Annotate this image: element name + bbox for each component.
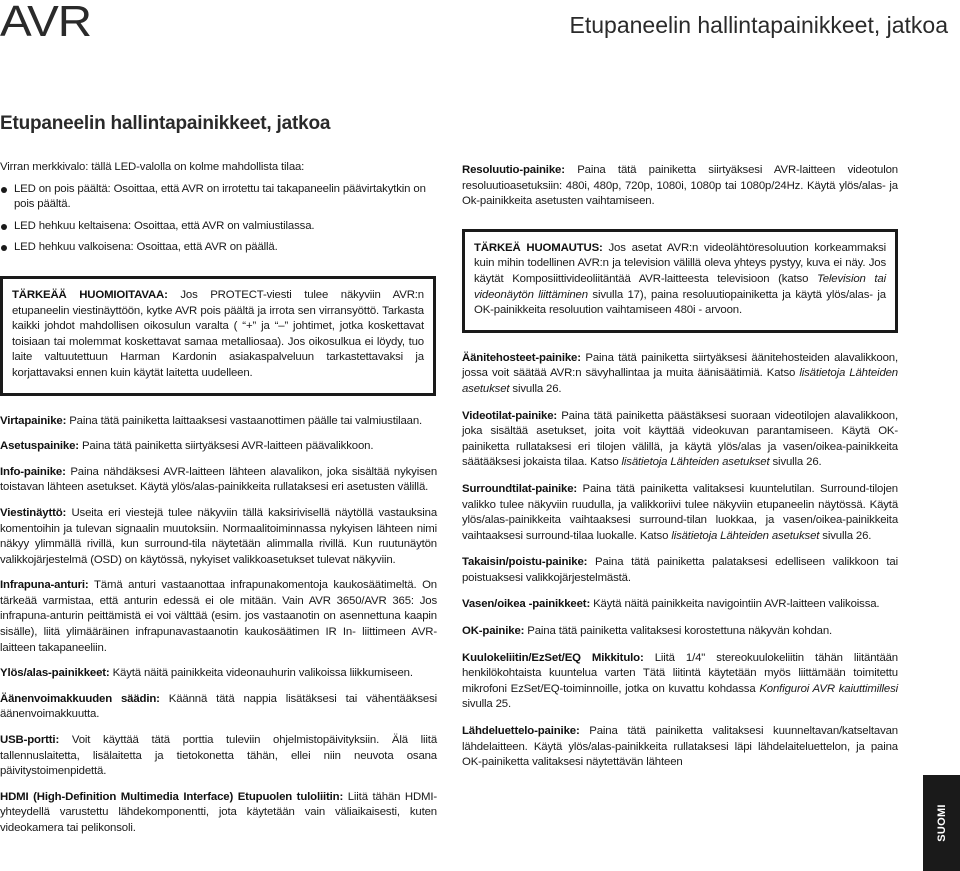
- warning-text: Jos PROTECT-viesti tulee näkyviin AVR:n etupaneelin viestinäyttöön, kytke AVR pois päältä ja irrota sen virransyöttö. Tarkasta kaikki johdot mahdollisen oikosulun varalta ( “+” ja “–” johtimet, jotka koskettavat toisiaan tai molemmat koskettavat samaa metalliosaa). Jos oikosulkua ei löydy, tuo laite valtuutettuun Harman Kardonin asiakaspalveluun tarkastettavaksi ja korjattavaksi ennen kuin käytät laitetta uudelleen.: [12, 288, 424, 379]
- item-text: Useita eri viestejä tulee näkyviin tällä kaksirivisellä näytöllä vastauksina komentoihin ja tulevan signaalin muutoksiin. Normaalitoiminnassa nykyisen lähteen nimi näkyy ylimmällä rivillä, kun surround-tila näytetään alimmalla rivillä. Kun ruutunäytön valikkojärjestelmä (OSD) on käytössä, nykyiset valikkoasetukset tulevat näkyviin.: [0, 506, 437, 566]
- hdmi-input-description: [0, 790, 437, 837]
- item-label: OK-painike:: [462, 625, 525, 638]
- language-tab-label: SUOMI: [935, 804, 948, 842]
- item-label: Infrapuna-anturi:: [0, 579, 89, 592]
- notice-text: sivulla 17), paina resoluutiopainiketta ja käytä ylös/alas- ja OK-painikkeita resoluution vaihtamiseen 480i - arvoon.: [474, 288, 886, 317]
- item-text: Paina tätä painiketta valitaksesi kuuntelutilan. Surround-tilojen valikko tulee näkyviin ruudulla, ja valikkoriivi tulee näkyviin etupaneelin näytössä. Käytä ylös/alas-painikkeita vaihtaaksesi surround-tilan luokkaa, ja vasen/oikea-painikkeita vaihtaaksesi surround-tilaa luokalle. Katso: [462, 482, 898, 542]
- item-text: Käytä näitä painikkeita navigointiin AVR-laitteen valikoissa.: [593, 598, 880, 611]
- power-led-intro: Virran merkkivalo: tällä LED-valolla on kolme mahdollista tilaa:: [0, 161, 305, 173]
- ir-sensor-description: [0, 578, 437, 656]
- notice-reference: Television tai videonäytön liittäminen: [474, 272, 886, 301]
- item-text: sivulla 25.: [462, 698, 512, 711]
- item-reference: lisätietoja Lähteiden asetukset: [621, 456, 770, 469]
- ok-button-description: [462, 624, 898, 640]
- item-text: Paina nähdäksesi AVR-laitteen lähteen alavalikon, joka sisältää nykyisen toistavan lähteen asetukset. Käytä ylös/alas-painikkeita rullataksesi eri asetusten välillä.: [0, 465, 437, 494]
- item-text: Paina tätä painiketta palataksesi edelliseen valikkoon tai poistuaksesi valikkojärjestelmästä.: [462, 556, 898, 584]
- sound-effects-button-description: [462, 351, 898, 398]
- settings-button-description: [0, 439, 437, 455]
- item-text: Käytä näitä painikkeita videonauhurin valikoissa liikkumiseen.: [112, 667, 413, 680]
- important-warning-box: [0, 276, 436, 396]
- left-column: [0, 160, 437, 837]
- warning-label: TÄRKEÄÄ HUOMIOITAVAA:: [12, 288, 168, 301]
- right-column: [462, 163, 898, 771]
- item-text: Liitä tähän HDMI-yhteydellä varustettu lähdekomponentti, jota käytetään vain väliaikaisesti, kuten videokamera tai pelikonsoli.: [0, 790, 438, 834]
- message-display-description: [0, 506, 437, 568]
- notice-text: Jos asetat AVR:n videolähtöresoluution korkeammaksi kuin mihin todellinen AVR:n ja television välillä oleva yhteys pystyy, kuva ei näy. Jos käytät Komposiittivideoliitäntää AVR-laitteesta televisioon (katso: [474, 241, 886, 285]
- list-item: LED hehkuu keltaisena: Osoittaa, että AVR on valmiustilassa.: [0, 219, 437, 235]
- item-text: Paina tätä painiketta valitaksesi korostettuna näkyvän kohdan.: [527, 625, 833, 638]
- led-state-list: [0, 182, 437, 256]
- item-reference: lisätietoja Lähteiden asetukset: [462, 367, 898, 395]
- item-reference: lisätietoja Lähteiden asetukset: [671, 529, 820, 542]
- item-label: Lähdeluettelo-painike:: [462, 725, 580, 738]
- item-text: sivulla 26.: [512, 382, 562, 395]
- source-list-button-description: [462, 724, 898, 771]
- item-label: Kuulokeliitin/EzSet/EQ Mikkitulo:: [462, 651, 644, 664]
- headphone-jack-description: [462, 651, 898, 713]
- list-item: LED on pois päältä: Osoittaa, että AVR on irrotettu tai takapaneelin päävirtakytkin on pois päältä.: [0, 182, 437, 213]
- item-text: Käännä tätä nappia lisätäksesi tai vähentääksesi äänenvoimakkuutta.: [0, 692, 437, 721]
- item-text: sivulla 26.: [822, 529, 872, 542]
- item-text: Paina tätä painiketta päästäksesi suoraan videotilojen alavalikkoon, joka sisältää asetukset, joita voit käyttää videokuvan parantamiseen. Käytä OK-painiketta rullataksesi eri tilojen välillä, ja käytä ylös/alas ja vasen/oikea-painikkeita säätääksesi jokaista tilaa. Katso: [462, 409, 898, 469]
- left-right-buttons-description: [462, 597, 898, 613]
- language-tab: [923, 775, 960, 871]
- item-text: sivulla 26.: [772, 456, 822, 469]
- item-text: Voit käyttää tätä porttia tuleviin ohjelmistopäivityksiin. Älä liitä tallennuslaitetta, lisälaitetta ja tietokonetta tähän, ellei niin neuvota osana päivitystoimenpidettä.: [0, 734, 438, 778]
- item-label: Resoluutio-painike:: [462, 164, 565, 176]
- info-button-description: [0, 465, 437, 496]
- back-exit-button-description: [462, 555, 898, 586]
- notice-label: TÄRKEÄ HUOMAUTUS:: [474, 241, 603, 254]
- item-text: Paina tätä painiketta siirtyäksesi AVR-laitteen päävalikkoon.: [81, 440, 374, 453]
- resolution-button-description: [462, 163, 898, 210]
- item-label: Videotilat-painike:: [462, 409, 558, 422]
- item-text: Tämä anturi vastaanottaa infrapunakomentoja kaukosäätimeltä. On tärkeää varmistaa, että anturin edessä ei ole mitään. Vain AVR 3650/AVR 365: Jos infrapuna-anturin peittämistä ei voi välttää (esim. jos vastaanotin on asennettuna kaapin sisälle), liitä ylimääräinen infrapunavastaanotin kaukosäätimen IR In- liittimeen AVR-laitteen takapaneeliin.: [0, 579, 437, 654]
- item-label: Info-painike:: [0, 465, 66, 478]
- item-text: Paina tätä painiketta valitaksesi kuunneltavan/katseltavan lähdelaitteen. Käytä ylös/alas-painikkeita rullataksesi läpi lähdelaiteluettelon, ja paina OK-painiketta valitaksesi näytettävän lähteen: [462, 725, 898, 769]
- up-down-buttons-description: [0, 666, 437, 682]
- section-title: Etupaneelin hallintapainikkeet, jatkoa: [0, 113, 331, 134]
- header-title: Etupaneelin hallintapainikkeet, jatkoa: [569, 12, 948, 38]
- item-text: Paina tätä painiketta siirtyäksesi AVR-laitteen videotulon resoluutioasetuksiin: 480i, 480p, 720p, 1080i, 1080p tai 1080p/24Hz. Käytä ylös/alas- ja Ok-painikkeita asetusten vaihtamiseen.: [462, 164, 898, 208]
- item-label: Virtapainike:: [0, 414, 67, 427]
- item-label: Äänenvoimakkuuden säädin:: [0, 692, 160, 705]
- item-label: Ylös/alas-painikkeet:: [0, 667, 110, 680]
- list-item: LED hehkuu valkoisena: Osoittaa, että AVR on päällä.: [0, 240, 437, 256]
- video-modes-button-description: [462, 409, 898, 471]
- item-label: HDMI (High-Definition Multimedia Interface) Etupuolen tuloliitin:: [0, 790, 344, 803]
- item-label: Viestinäyttö:: [0, 506, 67, 519]
- surround-modes-button-description: [462, 482, 898, 544]
- brand-logo: AVR: [0, 0, 91, 46]
- item-label: Vasen/oikea -painikkeet:: [462, 598, 591, 611]
- important-note-box: [462, 229, 898, 333]
- item-reference: Konfiguroi AVR kaiuttimillesi: [759, 682, 899, 695]
- volume-knob-description: [0, 692, 437, 723]
- item-text: Paina tätä painiketta siirtyäksesi äänitehosteiden alavalikkoon, jossa voit säätää AVR:n sävyhallintaa ja muita äänisäätimiä. Katso: [462, 351, 899, 380]
- item-text: Liitä 1/4" stereokuulokeliitin tähän liitäntään henkilökohtaista kuuntelua varten Tätä liitintä käytetään myös liittämään toimitettu mikrofoni EzSet/EQ-toiminnoille, jotka on kuvattu kohdassa: [462, 651, 898, 695]
- item-label: Surroundtilat-painike:: [462, 482, 578, 495]
- usb-port-description: [0, 733, 437, 780]
- item-label: Äänitehosteet-painike:: [462, 351, 581, 364]
- item-label: USB-portti:: [0, 734, 60, 747]
- item-label: Takaisin/poistu-painike:: [462, 556, 588, 569]
- power-button-description: [0, 414, 437, 430]
- item-text: Paina tätä painiketta laittaaksesi vastaanottimen päälle tai valmiustilaan.: [69, 414, 423, 427]
- item-label: Asetuspainike:: [0, 440, 79, 453]
